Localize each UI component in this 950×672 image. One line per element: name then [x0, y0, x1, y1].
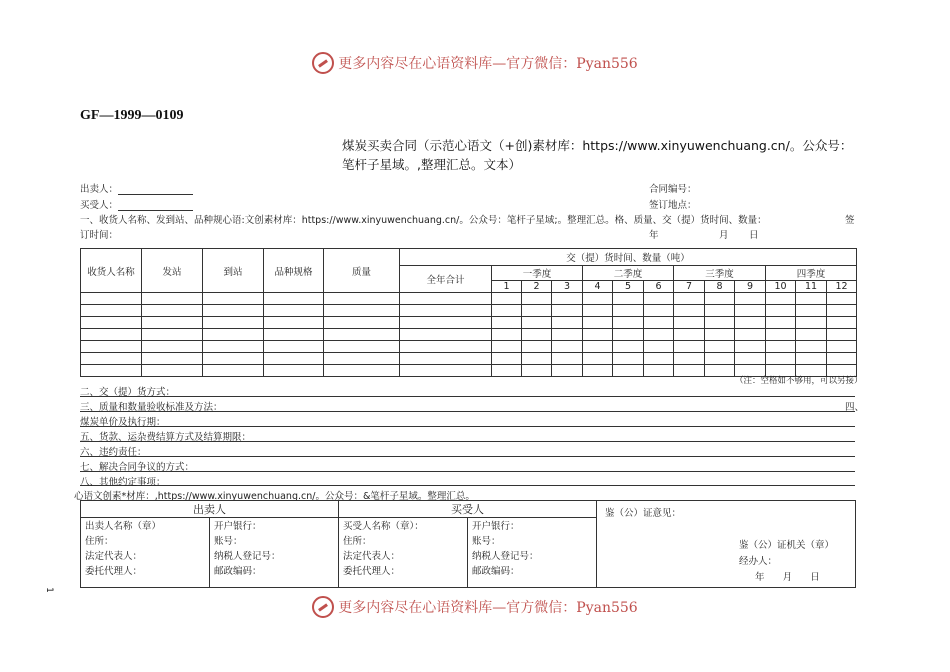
col-month: 12 [827, 281, 857, 293]
buyer-address-label: 住所： [343, 536, 372, 547]
col-quarter-3: 三季度 [674, 266, 766, 281]
table-cell [81, 317, 142, 329]
col-quarter-2: 二季度 [583, 266, 674, 281]
seller-agent-label: 委托代理人： [85, 566, 143, 577]
col-month: 11 [796, 281, 827, 293]
watermark-banner-bottom [0, 596, 950, 618]
table-cell [203, 341, 264, 353]
table-cell [552, 353, 583, 365]
table-cell [324, 305, 400, 317]
table-cell [644, 365, 674, 377]
document-code: GF—1999—0109 [80, 108, 184, 123]
table-cell [81, 305, 142, 317]
table-cell [203, 365, 264, 377]
term-quality-acceptance: 三、质量和数量验收标准及方法： [80, 402, 223, 413]
table-cell [674, 341, 705, 353]
table-cell [583, 305, 613, 317]
table-cell [827, 305, 857, 317]
buyer-tax-id-label: 纳税人登记号： [472, 551, 539, 562]
table-cell [81, 293, 142, 305]
seller-postcode-label: 邮政编码： [214, 566, 262, 577]
buyer-legal-rep-label: 法定代表人： [343, 551, 401, 562]
table-cell [324, 353, 400, 365]
table-cell [583, 365, 613, 377]
table-cell [81, 329, 142, 341]
table-cell [613, 341, 644, 353]
table-cell [522, 317, 552, 329]
table-cell [674, 329, 705, 341]
table-cell [644, 305, 674, 317]
table-cell [552, 341, 583, 353]
seller-info-left [81, 518, 210, 588]
table-cell [203, 353, 264, 365]
col-quarter-4: 四季度 [766, 266, 857, 281]
table-cell [583, 353, 613, 365]
term-payment: 五、货款、运杂费结算方式及结算期限： [80, 432, 252, 443]
banner-text: 更多内容尽在心语资料库—官方微信：Pyan556 [338, 600, 638, 616]
table-cell [735, 317, 766, 329]
col-month: 8 [705, 281, 735, 293]
table-cell [492, 353, 522, 365]
table-cell [492, 329, 522, 341]
table-cell [203, 305, 264, 317]
table-cell [796, 329, 827, 341]
col-destination-station: 到站 [203, 249, 264, 293]
table-cell [400, 341, 492, 353]
buyer-agent-label: 委托代理人： [343, 566, 401, 577]
table-cell [583, 341, 613, 353]
table-cell [492, 293, 522, 305]
seller-bank-label: 开户银行： [214, 521, 262, 532]
table-cell [766, 305, 796, 317]
table-cell [796, 353, 827, 365]
term-other: 八、其他约定事项： [80, 477, 166, 488]
sign-place-field: 签订地点： [649, 200, 697, 211]
col-month: 1 [492, 281, 522, 293]
table-cell [827, 341, 857, 353]
table-cell [827, 293, 857, 305]
table-cell [827, 329, 857, 341]
table-cell [400, 353, 492, 365]
table-cell [264, 293, 324, 305]
term-delivery-method: 二、交（提）货方式： [80, 387, 176, 398]
table-cell [583, 293, 613, 305]
table-cell [766, 353, 796, 365]
table-cell [827, 353, 857, 365]
table-cell [705, 353, 735, 365]
table-cell [522, 353, 552, 365]
col-month: 10 [766, 281, 796, 293]
table-cell [613, 317, 644, 329]
pen-logo-icon [312, 596, 334, 618]
table-cell [644, 317, 674, 329]
sign-time-label-cont: 订时间： [80, 230, 119, 241]
table-cell [264, 305, 324, 317]
table-cell [613, 329, 644, 341]
table-cell [203, 329, 264, 341]
col-annual-total: 全年合计 [400, 266, 492, 293]
table-cell [644, 293, 674, 305]
table-cell [705, 341, 735, 353]
table-cell [705, 305, 735, 317]
table-row [81, 329, 857, 341]
seller-tax-id-label: 纳税人登记号： [214, 551, 281, 562]
notary-org: 鉴（公）证机关（章） [739, 540, 835, 551]
col-origin-station: 发站 [142, 249, 203, 293]
sign-month: 月 [719, 230, 729, 241]
table-cell [674, 305, 705, 317]
sign-year: 年 [649, 230, 659, 241]
table-row [81, 353, 857, 365]
table-cell [705, 365, 735, 377]
buyer-postcode-label: 邮政编码： [472, 566, 520, 577]
term-four-label: 四、 [845, 402, 865, 413]
delivery-table [80, 248, 857, 377]
table-cell [705, 317, 735, 329]
table-cell [735, 353, 766, 365]
table-cell [324, 293, 400, 305]
table-cell [583, 317, 613, 329]
buyer-info-right [468, 518, 597, 588]
table-cell [203, 293, 264, 305]
table-cell [522, 341, 552, 353]
table-cell [735, 305, 766, 317]
col-variety-spec: 品种规格 [264, 249, 324, 293]
table-cell [400, 329, 492, 341]
table-cell [552, 305, 583, 317]
table-cell [492, 341, 522, 353]
table-cell [142, 353, 203, 365]
table-cell [81, 341, 142, 353]
seller-info-right [210, 518, 339, 588]
table-cell [766, 293, 796, 305]
table-cell [492, 305, 522, 317]
table-cell [705, 293, 735, 305]
clause-1: 一、收货人名称、发到站、品种规心语:文创素材库：https://www.xinyuwenchuang.cn/。公众号：笔杆子星域;。整理汇总。格、质量、交（提）货时间、数量： [80, 215, 767, 226]
table-cell [796, 317, 827, 329]
sign-time-label: 签 [845, 215, 855, 226]
table-cell [264, 353, 324, 365]
table-row [81, 305, 857, 317]
table-cell [522, 293, 552, 305]
table-cell [400, 317, 492, 329]
table-row [81, 341, 857, 353]
notary-cell [597, 501, 856, 588]
contract-no-field: 合同编号： [649, 184, 697, 195]
table-cell [613, 353, 644, 365]
col-month: 6 [644, 281, 674, 293]
table-cell [705, 329, 735, 341]
table-cell [552, 365, 583, 377]
table-cell [400, 305, 492, 317]
table-cell [324, 341, 400, 353]
table-cell [766, 341, 796, 353]
col-month: 4 [583, 281, 613, 293]
table-cell [264, 317, 324, 329]
table-cell [400, 293, 492, 305]
table-cell [400, 365, 492, 377]
buyer-name-label: 买受人名称（章）： [343, 521, 424, 532]
col-month: 5 [613, 281, 644, 293]
table-cell [735, 293, 766, 305]
pen-logo-icon [312, 52, 334, 74]
notary-agent: 经办人： [739, 556, 778, 567]
term-dispute: 七、解决合同争议的方式： [80, 462, 195, 473]
table-cell [142, 341, 203, 353]
table-cell [613, 305, 644, 317]
table-cell [644, 353, 674, 365]
promo-line: 心语文创素*材库：,https://www.xinyuwenchuang.cn/。公众号：&笔杆子星域。整理汇总。 [74, 491, 475, 502]
table-cell [522, 329, 552, 341]
table-cell [324, 317, 400, 329]
table-cell [203, 317, 264, 329]
seller-name-label: 出卖人名称（章） [85, 521, 162, 532]
table-cell [522, 305, 552, 317]
table-cell [796, 341, 827, 353]
table-cell [613, 365, 644, 377]
table-cell [827, 317, 857, 329]
table-cell [766, 317, 796, 329]
term-liability: 六、违约责任： [80, 447, 147, 458]
watermark-banner-top [0, 52, 950, 74]
table-cell [674, 353, 705, 365]
table-cell [522, 365, 552, 377]
table-cell [644, 329, 674, 341]
table-cell [264, 329, 324, 341]
term-unit-price: 煤炭单价及执行期： [80, 417, 166, 428]
col-quality: 质量 [324, 249, 400, 293]
seller-field: 出卖人： [80, 181, 193, 195]
col-month: 3 [552, 281, 583, 293]
table-cell [142, 317, 203, 329]
table-cell [81, 353, 142, 365]
notary-date: 年 月 日 [755, 572, 820, 583]
banner-text: 更多内容尽在心语资料库—官方微信：Pyan556 [338, 56, 638, 72]
table-cell [674, 293, 705, 305]
table-cell [796, 293, 827, 305]
table-cell [674, 317, 705, 329]
table-row [81, 317, 857, 329]
seller-header: 出卖人 [81, 501, 339, 518]
seller-address-label: 住所： [85, 536, 114, 547]
buyer-account-label: 账号： [472, 536, 501, 547]
table-cell [142, 293, 203, 305]
document-title: 煤炭买卖合同（示范心语文（+创)素材库：https://www.xinyuwenchuang.cn/。公众号：笔杆子星域。,整理汇总。文本） [342, 138, 853, 172]
table-cell [552, 329, 583, 341]
table-cell [583, 329, 613, 341]
col-quarter-1: 一季度 [492, 266, 583, 281]
col-month: 9 [735, 281, 766, 293]
table-cell [324, 329, 400, 341]
buyer-info-left [339, 518, 468, 588]
table-cell [492, 365, 522, 377]
table-row [81, 293, 857, 305]
seller-account-label: 账号： [214, 536, 243, 547]
table-cell [766, 329, 796, 341]
table-cell [735, 329, 766, 341]
col-consignee: 收货人名称 [81, 249, 142, 293]
table-body [81, 293, 857, 377]
notary-opinion: 鉴（公）证意见： [605, 508, 682, 519]
signature-table [80, 500, 856, 588]
table-cell [735, 341, 766, 353]
col-month: 7 [674, 281, 705, 293]
sign-day: 日 [749, 230, 759, 241]
buyer-header: 买受人 [339, 501, 597, 518]
buyer-bank-label: 开户银行： [472, 521, 520, 532]
page-number: 1 [43, 587, 54, 593]
table-cell [492, 317, 522, 329]
table-cell [264, 341, 324, 353]
table-cell [142, 329, 203, 341]
table-cell [796, 305, 827, 317]
table-cell [142, 305, 203, 317]
seller-legal-rep-label: 法定代表人： [85, 551, 143, 562]
col-month: 2 [522, 281, 552, 293]
table-cell [552, 293, 583, 305]
table-cell [81, 365, 142, 377]
table-note: （注：空格如不够用，可以另接） [735, 376, 863, 386]
table-cell [324, 365, 400, 377]
table-cell [674, 365, 705, 377]
table-cell [613, 293, 644, 305]
table-cell [142, 365, 203, 377]
table-cell [264, 365, 324, 377]
buyer-field: 买受人： [80, 197, 193, 211]
col-delivery-group: 交（提）货时间、数量（吨） [400, 249, 857, 266]
table-cell [644, 341, 674, 353]
table-cell [552, 317, 583, 329]
